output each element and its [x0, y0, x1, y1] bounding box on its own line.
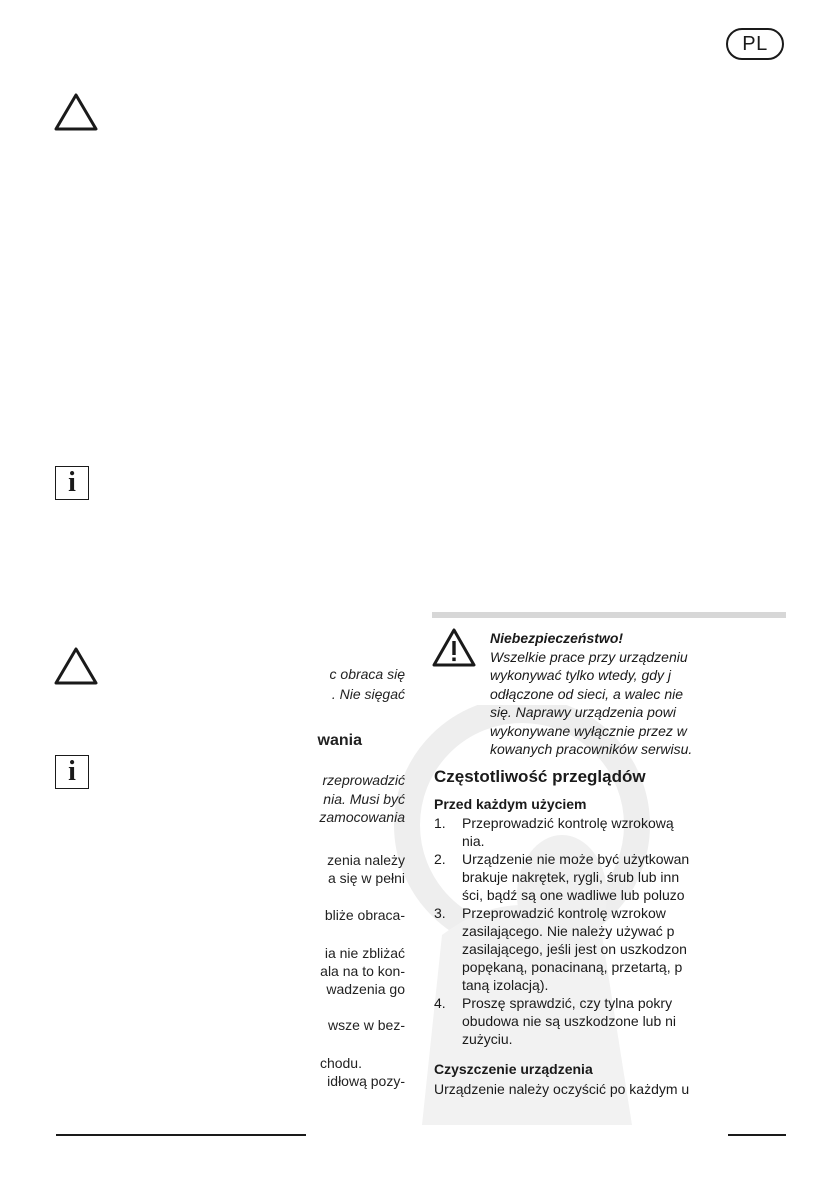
danger-notice	[490, 629, 730, 759]
text-fragment: wadzenia go	[326, 981, 405, 997]
text-fragment: nia. Musi być	[323, 791, 405, 807]
danger-title: Niebezpieczeństwo!	[490, 630, 624, 646]
danger-line: wykonywane wyłącznie przez w	[490, 722, 687, 739]
list-item	[434, 904, 734, 994]
text-fragment: zamocowania	[319, 809, 405, 825]
list-line: brakuje nakrętek, rygli, śrub lub inn	[462, 869, 680, 885]
list-line: Proszę sprawdzić, czy tylna pokry	[462, 995, 673, 1011]
text-fragment: ala na to kon-	[320, 963, 405, 979]
list-number: 3.	[434, 905, 446, 921]
text-fragment: wsze w bez-	[327, 1017, 405, 1033]
info-glyph: i	[68, 756, 76, 787]
list-number: 1.	[434, 815, 446, 831]
text-fragment: chodu.	[319, 1055, 362, 1071]
danger-warning-icon	[432, 628, 476, 673]
text-fragment: bliże obraca-	[324, 907, 405, 923]
danger-line: Wszelkie prace przy urządzeniu	[490, 648, 688, 665]
info-icon	[55, 755, 89, 789]
text-fragment: a się w pełni	[327, 870, 405, 886]
danger-line: kowanych pracowników serwisu.	[490, 741, 693, 757]
list-number: 2.	[434, 851, 446, 867]
list-line: obudowa nie są uszkodzone lub ni	[462, 1013, 677, 1029]
list-item	[434, 994, 734, 1048]
list-item	[434, 850, 734, 904]
section-heading-fragment: wania	[317, 732, 362, 749]
inspection-list	[434, 814, 734, 1048]
text-fragment: zenia należy	[327, 852, 405, 868]
list-line: zasilającego. Nie należy używać p	[462, 923, 675, 939]
footer-rule-right	[728, 1134, 786, 1136]
warning-triangle-icon	[53, 646, 99, 691]
text-fragment: rzeprowadzić	[322, 772, 405, 788]
danger-line: wykonywać tylko wtedy, gdy j	[490, 667, 672, 683]
text-fragment: c obraca się	[329, 666, 405, 682]
danger-line: się. Naprawy urządzenia powi	[490, 704, 676, 720]
info-glyph: i	[68, 467, 76, 498]
list-number: 4.	[434, 995, 446, 1011]
list-item	[434, 814, 734, 850]
list-line: popękaną, ponacinaną, przetartą, p	[462, 959, 683, 975]
list-line: nia.	[462, 833, 485, 849]
text-fragment: ia nie zbliżać	[324, 945, 405, 961]
info-icon	[55, 466, 89, 500]
language-badge: PL	[726, 28, 784, 60]
list-line: Przeprowadzić kontrolę wzrokow	[462, 905, 666, 921]
footer-rule-left	[56, 1134, 306, 1136]
danger-line: odłączone od sieci, a walec nie	[490, 685, 684, 702]
cleaning-heading: Czyszczenie urządzenia	[434, 1061, 593, 1077]
text-fragment: . Nie sięgać	[331, 686, 405, 702]
inspection-heading: Częstotliwość przeglądów	[434, 767, 646, 786]
list-line: taną izolacją).	[462, 977, 549, 993]
cleaning-text: Urządzenie należy oczyścić po każdym u	[434, 1081, 690, 1097]
list-line: ści, bądź są one wadliwe lub poluzo	[462, 887, 685, 903]
list-line: zużyciu.	[462, 1031, 513, 1047]
section-divider-bar	[432, 612, 786, 618]
inspection-subheading: Przed każdym użyciem	[434, 796, 587, 812]
text-fragment: idłową pozy-	[327, 1073, 405, 1089]
warning-triangle-icon	[53, 92, 99, 137]
list-line: Przeprowadzić kontrolę wzrokową	[462, 815, 674, 831]
list-line: zasilającego, jeśli jest on uszkodzon	[462, 941, 687, 957]
list-line: Urządzenie nie może być użytkowan	[462, 851, 690, 867]
